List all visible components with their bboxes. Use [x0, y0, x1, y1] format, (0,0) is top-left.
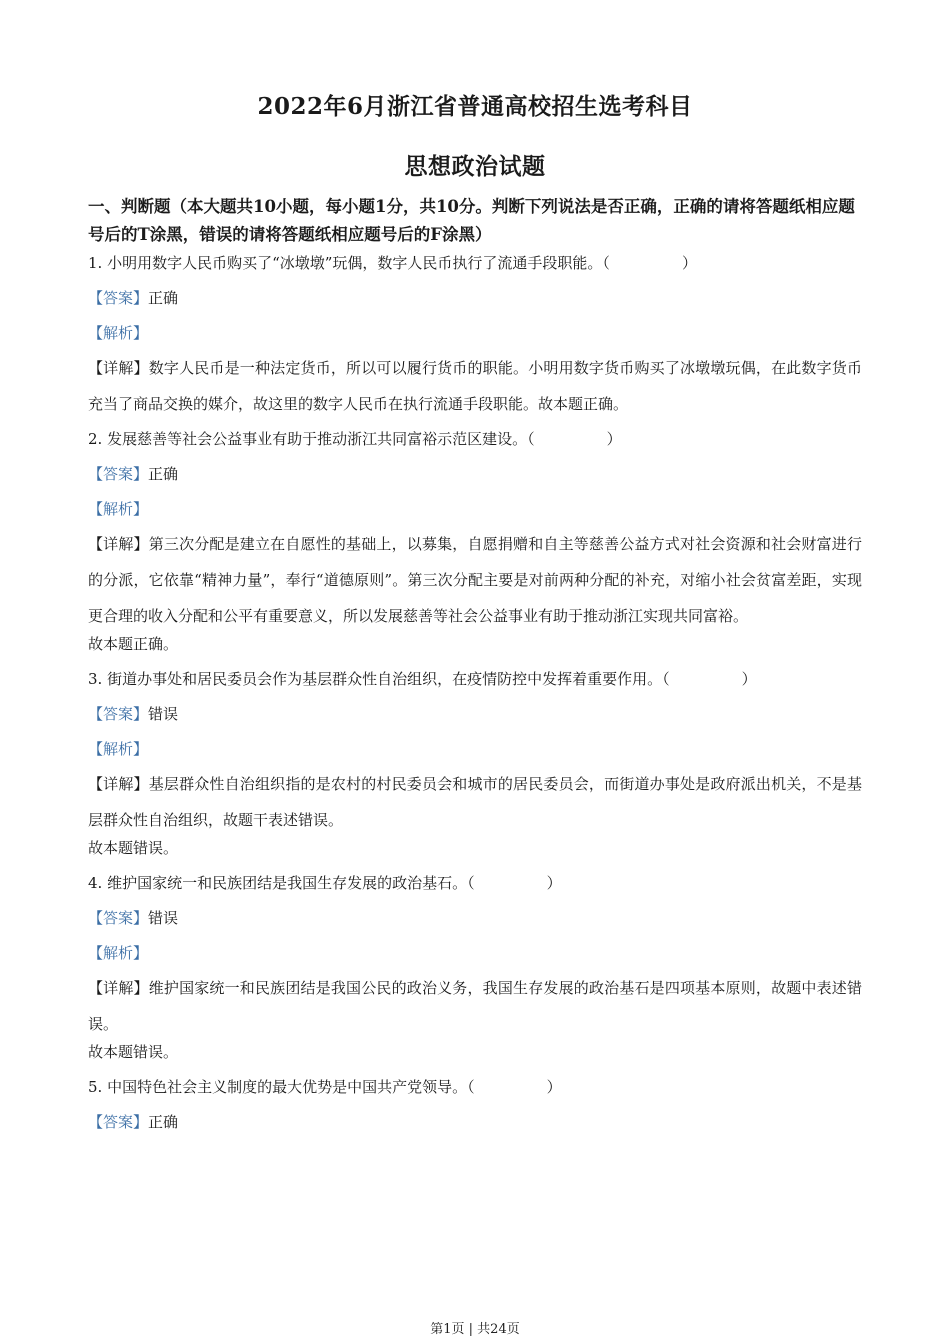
detail-tag: 【详解】: [88, 359, 149, 377]
answer-paren-open: （: [467, 874, 475, 892]
answer-value: 正确: [148, 289, 179, 307]
question-text: 5. 中国特色社会主义制度的最大优势是中国共产党领导。: [88, 1078, 468, 1096]
question-text: 2. 发展慈善等社会公益事业有助于推动浙江共同富裕示范区建设。: [88, 430, 528, 448]
question-text: 4. 维护国家统一和民族团结是我国生存发展的政治基石。: [88, 874, 468, 892]
analysis-tag: 【解析】: [88, 324, 149, 342]
detail-text: 数字人民币是一种法定货币，所以可以履行货币的职能。小明用数字货币购买了冰墩墩玩偶，在此数字货币充当了商品交换的媒介，故这里的数字人民币在执行流通手段职能。故本题正确。: [88, 359, 862, 413]
question-4: [88, 871, 862, 895]
answer-value: 正确: [148, 1113, 179, 1131]
answer-paren-close: ）: [606, 430, 622, 448]
answer-paren-close: ）: [681, 254, 697, 272]
detail-paragraph: [88, 526, 862, 634]
analysis-tag: 【解析】: [88, 740, 149, 758]
answer-paren-close: ）: [546, 874, 562, 892]
question-1: [88, 251, 862, 275]
detail-text: 第三次分配是建立在自愿性的基础上，以募集，自愿捐赠和自主等慈善公益方式对社会资源和社会财富进行的分派，它依靠“精神力量”，奉行“道德原则”。第三次分配主要是对前两种分配的补充，对缩小社会贫富差距，实现更合理的收入分配和公平有重要意义，所以发展慈善等社会公益事业有助于推动浙江实现共同富裕。: [88, 535, 862, 625]
answer-row: [88, 462, 862, 486]
detail-text: 基层群众性自治组织指的是农村的村民委员会和城市的居民委员会，而街道办事处是政府派出机关，不是基层群众性自治组织，故题干表述错误。: [88, 775, 862, 829]
page-footer: 第1页 | 共24页: [430, 1322, 520, 1337]
analysis-row: [88, 737, 862, 761]
question-5: [88, 1075, 862, 1099]
conclusion-text: 故本题错误。: [88, 1043, 179, 1061]
answer-paren-open: （: [662, 670, 670, 688]
answer-row: [88, 1110, 862, 1134]
answer-value: 错误: [148, 909, 179, 927]
document-subtitle: 思想政治试题: [404, 153, 546, 180]
answer-value: 正确: [148, 465, 179, 483]
question-2: [88, 427, 862, 451]
section-heading: 一、判断题（本大题共10小题，每小题1分，共10分。判断下列说法是否正确，正确的请将答题纸相应题号后的T涂黑，错误的请将答题纸相应题号后的F涂黑）: [88, 197, 855, 244]
answer-tag: 【答案】: [88, 289, 149, 307]
answer-tag: 【答案】: [88, 909, 149, 927]
detail-tag: 【详解】: [88, 775, 149, 793]
answer-row: [88, 906, 862, 930]
detail-paragraph: [88, 970, 862, 1042]
answer-paren-open: （: [602, 254, 610, 272]
answer-tag: 【答案】: [88, 465, 149, 483]
answer-row: [88, 702, 862, 726]
detail-text: 维护国家统一和民族团结是我国公民的政治义务，我国生存发展的政治基石是四项基本原则，故题中表述错误。: [88, 979, 862, 1033]
detail-paragraph: [88, 766, 862, 838]
question-3: [88, 667, 862, 691]
analysis-row: [88, 497, 862, 521]
answer-paren-close: ）: [546, 1078, 562, 1096]
answer-paren-open: （: [467, 1078, 475, 1096]
analysis-row: [88, 941, 862, 965]
detail-tag: 【详解】: [88, 979, 149, 997]
detail-tag: 【详解】: [88, 535, 149, 553]
question-list: [88, 251, 862, 1145]
analysis-row: [88, 321, 862, 345]
answer-tag: 【答案】: [88, 1113, 149, 1131]
answer-paren-close: ）: [741, 670, 757, 688]
detail-paragraph: [88, 350, 862, 422]
question-text: 1. 小明用数字人民币购买了“冰墩墩”玩偶，数字人民币执行了流通手段职能。: [88, 254, 603, 272]
answer-tag: 【答案】: [88, 705, 149, 723]
answer-row: [88, 286, 862, 310]
answer-paren-open: （: [527, 430, 535, 448]
answer-value: 错误: [148, 705, 179, 723]
conclusion-text: 故本题错误。: [88, 839, 179, 857]
document-title: 2022年6月浙江省普通高校招生选考科目: [257, 93, 693, 120]
conclusion-text: 故本题正确。: [88, 635, 179, 653]
analysis-tag: 【解析】: [88, 944, 149, 962]
question-text: 3. 街道办事处和居民委员会作为基层群众性自治组织，在疫情防控中发挥着重要作用。: [88, 670, 663, 688]
analysis-tag: 【解析】: [88, 500, 149, 518]
